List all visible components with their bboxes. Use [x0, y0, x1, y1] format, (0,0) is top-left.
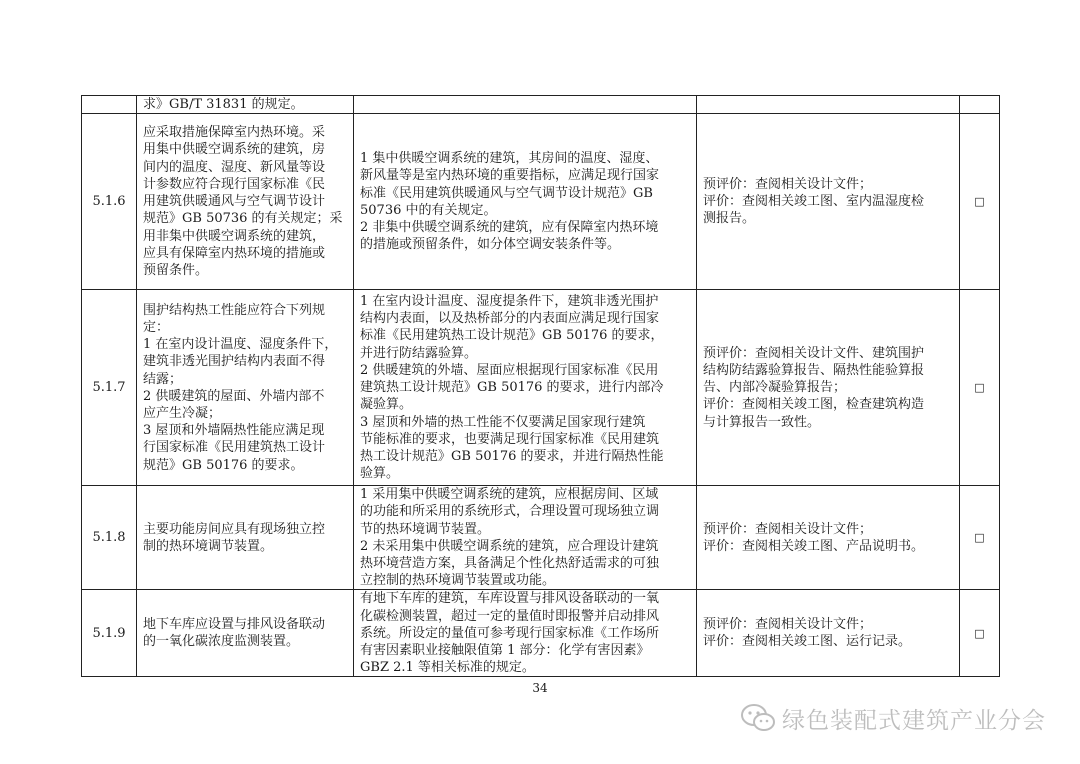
requirement-cell-line: 制的热环境调节装置。: [143, 538, 274, 554]
explanation-cell-line: 标准《民用建筑热工设计规范》GB 50176 的要求，: [360, 328, 664, 344]
explanation-cell-line: 凝验算。: [360, 397, 413, 413]
explanation-cell-line: GBZ 2.1 等相关标准的规定。: [360, 660, 535, 676]
requirement-cell-line: 预留条件。: [143, 262, 209, 278]
requirement-cell-line: 应采取措施保障室内热环境。采: [143, 125, 326, 141]
explanation-cell-line: 系统。所设定的量值可参考现行国家标准《工作场所: [360, 625, 660, 641]
explanation-cell-line: 2 未采用集中供暖空调系统的建筑，应合理设计建筑: [360, 538, 659, 554]
explanation-cell-line: 1 集中供暖空调系统的建筑，其房间的温度、湿度、: [360, 151, 659, 167]
evaluation-method-cell-line: 预评价：查阅相关设计文件；: [703, 617, 873, 633]
explanation-cell-line: 有地下车库的建筑，车库设置与排风设备联动的一氧: [360, 591, 660, 607]
evaluation-method-cell-line: 预评价：查阅相关设计文件、建筑围护: [703, 345, 925, 361]
evaluation-method-cell-line: 评价：查阅相关竣工图、运行记录。: [703, 634, 912, 650]
explanation-cell-line: 1 在室内设计温度、湿度提条件下，建筑非透光围护: [360, 294, 659, 310]
evaluation-method-cell-line: 评价：查阅相关竣工图、产品说明书。: [703, 538, 925, 554]
checkbox-cell[interactable]: □: [960, 486, 1000, 590]
requirement-cell: [137, 114, 354, 290]
evaluation-method-cell-line: 评价：查阅相关竣工图，检查建筑构造: [703, 397, 925, 413]
requirement-cell-line: 建筑非透光围护结构内表面不得: [143, 354, 326, 370]
requirement-cell-line: 用集中供暖空调系统的建筑，房: [143, 142, 326, 158]
checkbox-cell[interactable]: □: [960, 290, 1000, 486]
checkbox-cell: [960, 96, 1000, 114]
requirement-cell-line: 2 供暖建筑的屋面、外墙内部不: [143, 388, 325, 404]
evaluation-method-cell: [697, 590, 960, 677]
requirement-cell-line: 地下车库应设置与排风设备联动: [143, 617, 326, 633]
clause-number: 5.1.7: [82, 290, 137, 486]
checkbox-cell[interactable]: □: [960, 114, 1000, 290]
requirement-cell: [137, 96, 354, 114]
table-row: [82, 590, 1000, 677]
checkbox-cell[interactable]: □: [960, 590, 1000, 677]
table-row: [82, 114, 1000, 290]
explanation-cell-line: 验算。: [360, 466, 400, 482]
explanation-cell-line: 结构内表面，以及热桥部分的内表面应满足现行国家: [360, 311, 660, 327]
explanation-cell: [354, 486, 697, 590]
table-row: [82, 96, 1000, 114]
clause-number: 5.1.8: [82, 486, 137, 590]
evaluation-method-cell-line: 预评价：查阅相关设计文件；: [703, 521, 873, 537]
evaluation-method-cell-line: 测报告。: [703, 211, 756, 227]
explanation-cell-line: 的措施或预留条件，如分体空调安装条件等。: [360, 237, 621, 253]
explanation-cell-line: 50736 中的有关规定。: [360, 202, 497, 218]
watermark: [740, 700, 1046, 736]
explanation-cell: [354, 290, 697, 486]
explanation-cell-line: 节能标准的要求，也要满足现行国家标准《民用建筑: [360, 431, 660, 447]
page-number: 34: [532, 681, 548, 695]
requirement-cell-line: 用建筑供暖通风与空气调节设计: [143, 194, 326, 210]
explanation-cell-line: 并进行防结露验算。: [360, 345, 478, 361]
explanation-cell-line: 热环境营造方案，具备满足个性化热舒适需求的可独: [360, 556, 660, 572]
requirement-cell-line: 定：: [143, 319, 170, 335]
explanation-cell-line: 化碳检测装置，超过一定的量值时即报警并启动排风: [360, 608, 660, 624]
requirement-cell-line: 的一氧化碳浓度监测装置。: [143, 634, 300, 650]
requirement-cell: [137, 290, 354, 486]
requirement-cell-line: 间内的温度、湿度、新风量等设: [143, 159, 326, 175]
requirement-cell-line: 应产生冷凝；: [143, 405, 222, 421]
requirement-cell-line: 规范》GB 50176 的要求。: [143, 457, 304, 473]
evaluation-method-cell: [697, 486, 960, 590]
explanation-cell-line: 2 非集中供暖空调系统的建筑，应有保障室内热环境: [360, 219, 659, 235]
clause-number: 5.1.6: [82, 114, 137, 290]
explanation-cell-line: 3 屋顶和外墙的热工性能不仅要满足国家现行建筑: [360, 414, 646, 430]
requirement-cell: [137, 590, 354, 677]
explanation-cell-line: 热工设计规范》GB 50176 的要求，并进行隔热性能: [360, 448, 664, 464]
table-row: [82, 486, 1000, 590]
explanation-cell-line: 新风量等是室内热环境的重要指标，应满足现行国家: [360, 168, 660, 184]
evaluation-method-cell-line: 预评价：查阅相关设计文件；: [703, 176, 873, 192]
evaluation-method-cell-line: 评价：查阅相关竣工图、室内温湿度检: [703, 194, 925, 210]
evaluation-method-cell: [697, 290, 960, 486]
requirement-cell-line: 用非集中供暖空调系统的建筑，: [143, 228, 326, 244]
clause-number: 5.1.9: [82, 590, 137, 677]
explanation-cell-line: 立控制的热环境调节装置或功能。: [360, 573, 556, 589]
explanation-cell-line: 的功能和所采用的系统形式，合理设置可现场独立调: [360, 504, 660, 520]
evaluation-table: [81, 95, 1000, 677]
explanation-cell: [354, 96, 697, 114]
evaluation-method-cell-line: 结构防结露验算报告、隔热性能验算报: [703, 362, 925, 378]
explanation-cell-line: 节的热环境调节装置。: [360, 521, 491, 537]
requirement-cell-line: 规范》GB 50736 的有关规定；采: [143, 211, 343, 227]
explanation-cell-line: 标准《民用建筑供暖通风与空气调节设计规范》GB: [360, 185, 653, 201]
evaluation-method-cell-line: 告、内部冷凝验算报告；: [703, 380, 847, 396]
explanation-cell: [354, 590, 697, 677]
explanation-cell: [354, 114, 697, 290]
requirement-cell-line: 3 屋顶和外墙隔热性能应满足现: [143, 423, 325, 439]
explanation-cell-line: 1 采用集中供暖空调系统的建筑，应根据房间、区域: [360, 487, 659, 503]
requirement-cell-line: 行国家标准《民用建筑热工设计: [143, 440, 326, 456]
requirement-cell-line: 围护结构热工性能应符合下列规: [143, 302, 326, 318]
watermark-text: 绿色装配式建筑产业分会: [782, 707, 1046, 734]
wechat-icon: [740, 703, 776, 733]
explanation-cell-line: 有害因素职业接触限值第 1 部分：化学有害因素》: [360, 643, 650, 659]
requirement-cell-line: 结露；: [143, 371, 183, 387]
requirement-cell-line: 主要功能房间应具有现场独立控: [143, 521, 326, 537]
requirement-cell-line: 计参数应符合现行国家标准《民: [143, 176, 326, 192]
evaluation-method-cell: [697, 96, 960, 114]
explanation-cell-line: 建筑热工设计规范》GB 50176 的要求，进行内部冷: [360, 380, 664, 396]
requirement-cell-line: 求》GB/T 31831 的规定。: [143, 97, 304, 112]
evaluation-method-cell-line: 与计算报告一致性。: [703, 414, 821, 430]
table-row: [82, 290, 1000, 486]
evaluation-method-cell: [697, 114, 960, 290]
explanation-cell-line: 2 供暖建筑的外墙、屋面应根据现行国家标准《民用: [360, 362, 659, 378]
clause-number: [82, 96, 137, 114]
requirement-cell-line: 应具有保障室内热环境的措施或: [143, 245, 326, 261]
requirement-cell-line: 1 在室内设计温度、湿度条件下，: [143, 337, 338, 353]
requirement-cell: [137, 486, 354, 590]
